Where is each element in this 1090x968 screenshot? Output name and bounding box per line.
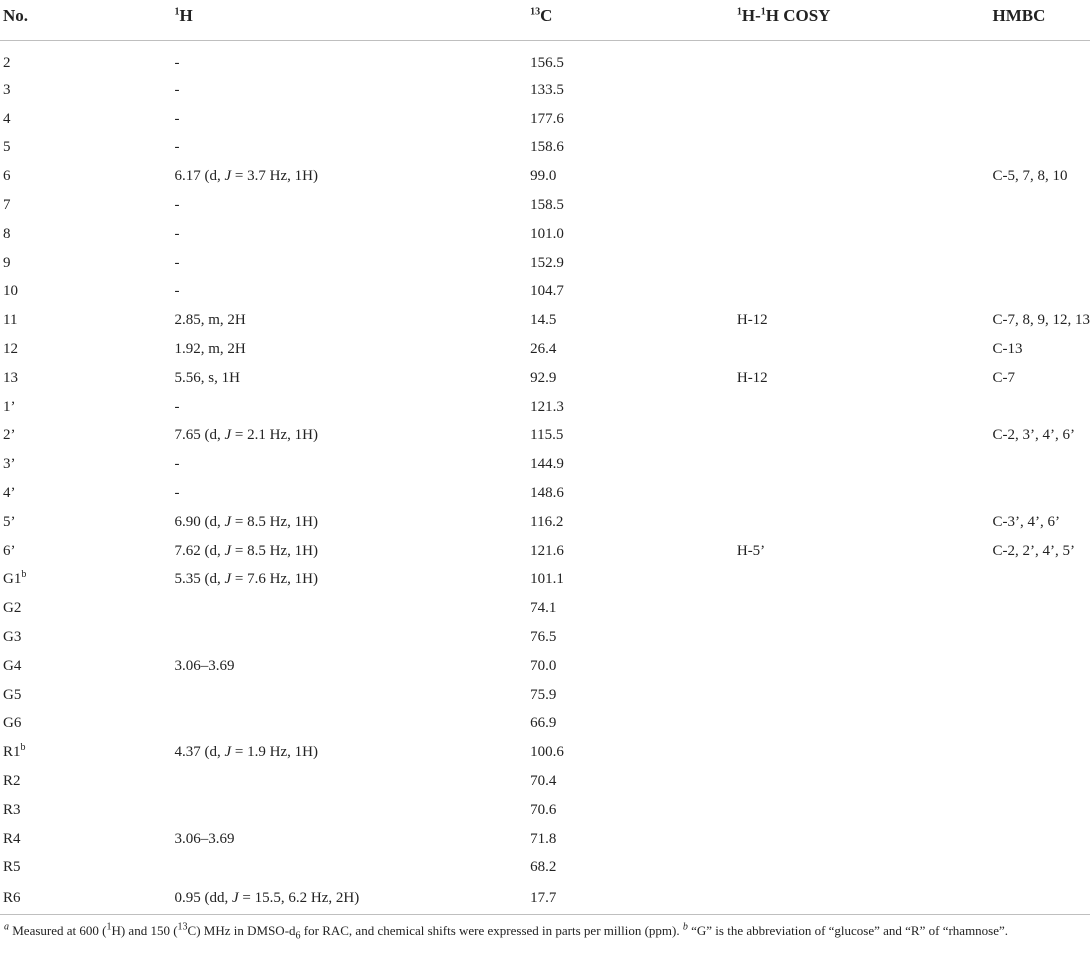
cell-position-no: 4 [3, 110, 11, 127]
cell-position-no: 2’ [3, 427, 16, 444]
table-row [0, 134, 1090, 163]
cell-cosy [737, 450, 993, 479]
cell-1h-shift: 6.17 (d, J = 3.7 Hz, 1H) [174, 168, 318, 185]
cell-cosy [737, 249, 993, 278]
cell-cosy [737, 191, 993, 220]
cell-1h-shift [175, 767, 501, 796]
cell-13c-shift: 115.5 [530, 427, 564, 444]
cell-cosy [737, 393, 993, 422]
cell-position-no: G6 [3, 715, 22, 732]
cell-cosy [737, 220, 993, 249]
cell-1h-shift: - [174, 110, 180, 127]
cell-position-no: G3 [3, 629, 22, 646]
table-row [0, 335, 1090, 364]
cell-cosy [737, 796, 993, 825]
cell-position-no: G1$^b$ [3, 569, 27, 588]
cell-1h-shift [175, 594, 501, 623]
cell-1h-shift: 4.37 (d, J = 1.9 Hz, 1H) [174, 744, 318, 761]
cell-13c-shift: 156.5 [530, 54, 564, 71]
cell-1h-shift: 3.06–3.69 [174, 657, 235, 674]
cell-cosy [737, 105, 993, 134]
cell-cosy [737, 623, 993, 652]
cell-cosy [737, 738, 993, 767]
cell-13c-shift: 76.5 [530, 629, 557, 646]
cell-hmbc: C-2, 2’, 4’, 5’ [992, 542, 1075, 559]
cell-position-no: 7 [3, 197, 11, 214]
cell-1h-shift [175, 796, 501, 825]
table-row [0, 364, 1090, 393]
cell-position-no: R1$^b$ [3, 742, 26, 761]
cell-cosy [737, 422, 993, 451]
cell-1h-shift: - [174, 139, 180, 156]
cell-position-no: G2 [3, 600, 22, 617]
header-1h: $^1$H [175, 0, 501, 40]
header-cosy: $^1$H-$^1$H COSY [737, 0, 993, 40]
cell-position-no: 5 [3, 139, 11, 156]
cell-13c-shift: 74.1 [530, 600, 557, 617]
table-row [0, 393, 1090, 422]
cell-1h-shift: - [174, 197, 180, 214]
cell-hmbc [993, 191, 1090, 220]
table-row [0, 278, 1090, 307]
cell-hmbc [993, 738, 1090, 767]
table-body [0, 40, 1090, 915]
cell-13c-shift: 121.3 [530, 398, 564, 415]
cell-position-no: 12 [3, 341, 18, 358]
cell-1h-shift: - [174, 456, 180, 473]
cell-13c-shift: 158.5 [530, 197, 564, 214]
cell-cosy [737, 335, 993, 364]
cell-13c-shift: 70.0 [530, 657, 557, 674]
cell-13c-shift: 144.9 [530, 456, 564, 473]
cell-hmbc: C-2, 3’, 4’, 6’ [992, 427, 1075, 444]
cell-hmbc [993, 134, 1090, 163]
cell-hmbc [993, 594, 1090, 623]
cell-position-no: 9 [3, 254, 11, 271]
cell-position-no: 5’ [3, 513, 16, 530]
cell-1h-shift: 6.90 (d, J = 8.5 Hz, 1H) [174, 513, 318, 530]
cell-hmbc [993, 40, 1090, 76]
cell-cosy [737, 594, 993, 623]
table-footnote: $^a$ Measured at 600 ($^1$H) and 150 ($^{13}$C) MHz in DMSO-$d_6$ for RAC, and chemical shifts were expressed in parts per million (ppm). $^b$ “G” is the abbreviation of “glucose” and “R” of “rhamnose”. [4, 921, 1009, 942]
cell-hmbc [993, 566, 1090, 595]
table-row [0, 450, 1090, 479]
cell-1h-shift: - [174, 485, 180, 502]
cell-1h-shift: - [174, 254, 180, 271]
cell-position-no: 2 [3, 54, 11, 71]
cell-hmbc [993, 825, 1090, 854]
cell-13c-shift: 66.9 [530, 715, 557, 732]
cell-position-no: R5 [3, 859, 21, 876]
table-row [0, 566, 1090, 595]
cell-hmbc [993, 249, 1090, 278]
cell-cosy [737, 508, 993, 537]
cell-13c-shift: 26.4 [530, 341, 557, 358]
cell-hmbc [993, 220, 1090, 249]
cell-position-no: 13 [3, 369, 18, 386]
cell-1h-shift: - [174, 225, 180, 242]
cell-cosy [737, 854, 993, 883]
cell-1h-shift [175, 681, 501, 710]
cell-13c-shift: 121.6 [530, 542, 564, 559]
table-row [0, 594, 1090, 623]
cell-13c-shift: 99.0 [530, 168, 557, 185]
cell-13c-shift: 71.8 [530, 830, 557, 847]
cell-position-no: R3 [3, 801, 21, 818]
cell-cosy [737, 652, 993, 681]
cell-13c-shift: 133.5 [530, 81, 564, 98]
table-row [0, 40, 1090, 76]
cell-1h-shift: 7.65 (d, J = 2.1 Hz, 1H) [174, 427, 318, 444]
cell-hmbc: C-13 [992, 341, 1023, 358]
table-row [0, 767, 1090, 796]
cell-1h-shift: - [174, 283, 180, 300]
table-row [0, 162, 1090, 191]
cell-13c-shift: 152.9 [530, 254, 564, 271]
cell-1h-shift: 5.35 (d, J = 7.6 Hz, 1H) [174, 571, 318, 588]
cell-position-no: 3’ [3, 456, 16, 473]
header-no: No. [0, 0, 175, 40]
table-row [0, 422, 1090, 451]
cell-cosy [737, 710, 993, 739]
cell-position-no: 6 [3, 168, 11, 185]
cell-cosy [737, 767, 993, 796]
cell-13c-shift: 75.9 [530, 686, 557, 703]
cell-13c-shift: 70.6 [530, 801, 557, 818]
cell-position-no: 4’ [3, 485, 16, 502]
cell-13c-shift: 70.4 [530, 773, 557, 790]
cell-cosy [737, 162, 993, 191]
cell-hmbc [993, 681, 1090, 710]
cell-cosy [737, 134, 993, 163]
cell-1h-shift: 5.56, s, 1H [174, 369, 240, 386]
cell-13c-shift: 158.6 [530, 139, 564, 156]
header-hmbc: HMBC [993, 0, 1090, 40]
cell-hmbc [993, 796, 1090, 825]
cell-13c-shift: 116.2 [530, 513, 564, 530]
cell-13c-shift: 14.5 [530, 312, 557, 329]
cell-hmbc: C-3’, 4’, 6’ [992, 513, 1060, 530]
cell-hmbc [993, 652, 1090, 681]
table-row [0, 882, 1090, 915]
table-row [0, 710, 1090, 739]
cell-13c-shift: 104.7 [530, 283, 564, 300]
cell-13c-shift: 17.7 [500, 882, 737, 915]
header-13c: $^{13}$C [500, 0, 737, 40]
cell-1h-shift: 1.92, m, 2H [174, 341, 246, 358]
table-row [0, 191, 1090, 220]
cell-cosy [737, 76, 993, 105]
cell-13c-shift: 68.2 [530, 859, 557, 876]
table-row [0, 738, 1090, 767]
cell-hmbc [993, 450, 1090, 479]
cell-1h-shift [175, 854, 501, 883]
cell-cosy [737, 882, 993, 915]
cell-1h-shift: 2.85, m, 2H [174, 312, 246, 329]
cell-hmbc [993, 76, 1090, 105]
cell-13c-shift: 101.0 [530, 225, 564, 242]
cell-13c-shift: 148.6 [530, 485, 564, 502]
cell-1h-shift: - [174, 398, 180, 415]
table-row [0, 825, 1090, 854]
table-row [0, 623, 1090, 652]
table-header-row [0, 0, 1090, 40]
cell-hmbc [993, 623, 1090, 652]
cell-cosy: H-5’ [736, 542, 766, 559]
table-row [0, 508, 1090, 537]
cell-position-no: R2 [3, 773, 21, 790]
cell-position-no: 11 [3, 312, 18, 329]
cell-position-no: 6’ [3, 542, 16, 559]
cell-hmbc: C-5, 7, 8, 10 [992, 168, 1068, 185]
cell-1h-shift [175, 710, 501, 739]
cell-1h-shift: 7.62 (d, J = 8.5 Hz, 1H) [174, 542, 318, 559]
cell-hmbc [993, 105, 1090, 134]
cell-position-no: 8 [3, 225, 11, 242]
cell-1h-shift: 0.95 (dd, J = 15.5, 6.2 Hz, 2H) [175, 882, 501, 915]
cell-1h-shift: - [174, 81, 180, 98]
cell-position-no: 1’ [3, 398, 16, 415]
cell-cosy [737, 825, 993, 854]
cell-13c-shift: 101.1 [530, 571, 564, 588]
table-row [0, 306, 1090, 335]
cell-cosy [737, 566, 993, 595]
cell-13c-shift: 92.9 [530, 369, 557, 386]
cell-hmbc [993, 479, 1090, 508]
cell-hmbc [993, 278, 1090, 307]
table-row [0, 854, 1090, 883]
cell-hmbc [993, 854, 1090, 883]
cell-position-no: 3 [3, 81, 11, 98]
table-row [0, 249, 1090, 278]
table-row [0, 681, 1090, 710]
cell-cosy: H-12 [736, 369, 768, 386]
cell-hmbc [993, 767, 1090, 796]
cell-position-no: R6 [0, 882, 175, 915]
cell-1h-shift [175, 623, 501, 652]
table-row [0, 479, 1090, 508]
cell-position-no: 10 [3, 283, 18, 300]
table-row [0, 76, 1090, 105]
cell-13c-shift: 100.6 [530, 744, 564, 761]
table-row [0, 537, 1090, 566]
cell-cosy: H-12 [736, 312, 768, 329]
cell-13c-shift: 177.6 [530, 110, 564, 127]
cell-1h-shift: 3.06–3.69 [174, 830, 235, 847]
cell-cosy [737, 681, 993, 710]
cell-1h-shift: - [174, 54, 180, 71]
cell-hmbc [993, 882, 1090, 915]
cell-cosy [737, 479, 993, 508]
table-row [0, 220, 1090, 249]
cell-position-no: R4 [3, 830, 21, 847]
table-row [0, 796, 1090, 825]
cell-hmbc [993, 710, 1090, 739]
cell-position-no: G4 [3, 657, 22, 674]
cell-cosy [737, 278, 993, 307]
cell-cosy [737, 40, 993, 76]
table-row [0, 105, 1090, 134]
cell-hmbc: C-7 [992, 369, 1015, 386]
cell-hmbc: C-7, 8, 9, 12, 13 [992, 312, 1090, 329]
cell-hmbc [993, 393, 1090, 422]
table-row [0, 652, 1090, 681]
cell-position-no: G5 [3, 686, 22, 703]
